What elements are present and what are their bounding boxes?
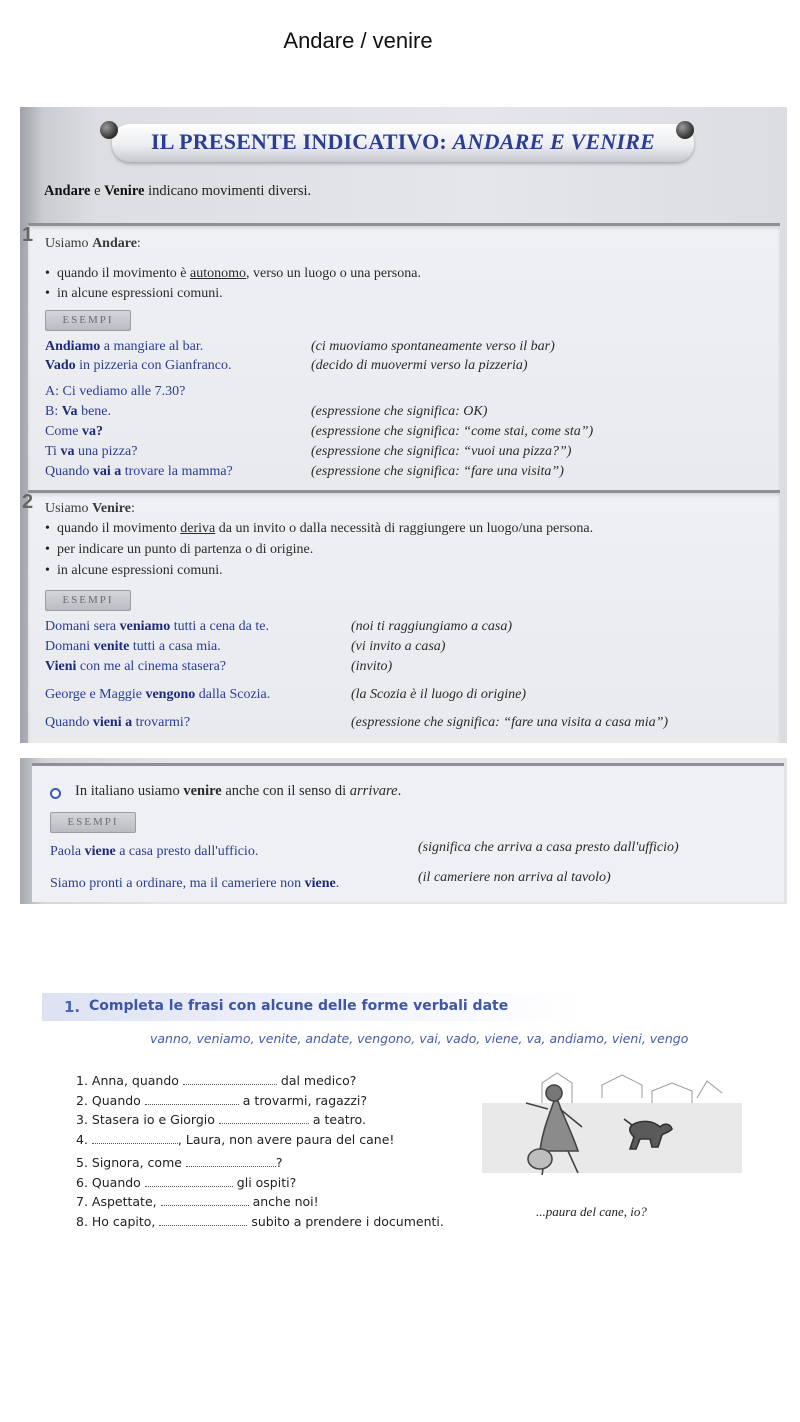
dialogue-verb: Va <box>61 404 78 419</box>
example-line <box>50 876 339 892</box>
item-text: 2. Quando <box>76 1093 145 1108</box>
page-title: Andare / venire <box>283 28 433 53</box>
item-text: a teatro. <box>308 1112 366 1127</box>
example-verb: veniamo <box>119 619 171 634</box>
bullet-text: in alcune espressioni comuni. <box>57 286 223 301</box>
section-heading <box>45 501 135 517</box>
exercise-item <box>76 1132 394 1147</box>
dialogue-line <box>45 444 137 460</box>
bullet-text: , verso un luogo o una persona. <box>245 266 421 281</box>
example-gloss: (invito) <box>351 659 393 674</box>
example-gloss: (ci muoviamo spontaneamente verso il bar) <box>311 339 555 354</box>
exercise <box>42 993 762 1245</box>
exercise-item <box>76 1194 319 1209</box>
item-text: 8. Ho capito, <box>76 1214 160 1229</box>
esempi-label: ESEMPI <box>50 812 136 833</box>
example-verb: venite <box>93 639 130 654</box>
answer-blank[interactable] <box>159 1215 247 1226</box>
item-text: dal medico? <box>276 1073 357 1088</box>
bullet-item <box>45 542 313 558</box>
dialogue-line <box>45 404 111 420</box>
bullet-icon: • <box>45 266 50 281</box>
example-text: a mangiare al bar. <box>100 339 204 354</box>
grammar-title <box>112 129 694 155</box>
heading-text: Usiamo <box>45 501 93 516</box>
bullet-item <box>45 521 593 537</box>
item-text: a trovarmi, ragazzi? <box>238 1093 368 1108</box>
example-line <box>45 687 270 703</box>
example-text: dalla Scozia. <box>195 687 271 702</box>
dialogue-line <box>45 424 103 440</box>
bullet-icon: • <box>45 542 50 557</box>
item-text: ? <box>275 1155 283 1170</box>
exercise-item <box>76 1112 366 1127</box>
bullet-icon: • <box>45 563 50 578</box>
bullet-item <box>45 266 421 282</box>
dialogue-text: B: <box>45 404 62 419</box>
heading-verb: Venire <box>92 501 131 516</box>
dialogue-text: Ti <box>45 444 61 459</box>
dialogue-text: A: Ci vediamo alle 7.30? <box>45 384 186 399</box>
example-line <box>45 619 269 635</box>
item-text: , Laura, non avere paura del cane! <box>177 1132 395 1147</box>
exercise-item <box>76 1175 296 1190</box>
dialogue-verb: va <box>60 444 75 459</box>
bullet-text: quando il movimento <box>57 521 181 536</box>
dialogue-verb: va? <box>81 424 103 439</box>
section-number: 2 <box>22 491 34 513</box>
item-text: 1. Anna, quando <box>76 1073 183 1088</box>
heading-colon: : <box>130 501 135 516</box>
item-text: 4. <box>76 1132 92 1147</box>
exercise-item <box>76 1093 367 1108</box>
section-number: 1 <box>22 224 34 246</box>
item-text: 5. Signora, come <box>76 1155 186 1170</box>
example-text: George e Maggie <box>45 687 146 702</box>
intro-venire: Venire <box>104 183 145 199</box>
intro-text-part: indicano movimenti diversi. <box>144 183 312 199</box>
answer-blank[interactable] <box>92 1133 178 1144</box>
heading-verb: Andare <box>92 236 137 251</box>
illustration-caption: ...paura del cane, io? <box>536 1204 647 1219</box>
example-gloss: (espressione che significa: “come stai, come sta”) <box>311 424 594 439</box>
example-text: Siamo pronti a ordinare, ma il cameriere non <box>50 876 305 891</box>
dialogue-text: una pizza? <box>74 444 138 459</box>
rule-text: anche con il senso di <box>221 783 350 799</box>
heading-text: Usiamo <box>45 236 93 251</box>
answer-blank[interactable] <box>145 1176 233 1187</box>
dialogue-line <box>45 384 185 400</box>
item-text: anche noi! <box>248 1194 319 1209</box>
bullet-text: per indicare un punto di partenza o di origine. <box>57 542 314 557</box>
dialogue-text: trovare la mamma? <box>121 464 233 479</box>
intro-text <box>44 183 311 200</box>
dialogue-verb: vai a <box>92 464 122 479</box>
bullet-text: quando il movimento è <box>57 266 190 281</box>
example-text: Domani <box>45 639 94 654</box>
section-andare <box>22 223 780 494</box>
esempi-label: ESEMPI <box>45 590 131 611</box>
example-text: trovarmi? <box>132 715 191 730</box>
example-text: tutti a casa mia. <box>129 639 221 654</box>
example-gloss: (vi invito a casa) <box>351 639 446 654</box>
example-gloss: (espressione che significa: “fare una visita”) <box>311 464 564 479</box>
arrive-card <box>20 758 787 904</box>
item-text: subito a prendere i documenti. <box>247 1214 444 1229</box>
answer-blank[interactable] <box>219 1113 309 1124</box>
example-text: con me al cinema stasera? <box>76 659 227 674</box>
answer-blank[interactable] <box>186 1156 276 1167</box>
example-gloss: (il cameriere non arriva al tavolo) <box>418 870 611 885</box>
example-line <box>50 844 258 860</box>
item-text: 6. Quando <box>76 1175 145 1190</box>
example-line <box>45 339 203 355</box>
example-text: in pizzeria con Gianfranco. <box>75 358 232 373</box>
dialogue-text: Come <box>45 424 82 439</box>
example-gloss: (significa che arriva a casa presto dall'ufficio) <box>418 840 679 855</box>
exercise-item <box>76 1073 356 1088</box>
intro-text-part: e <box>90 183 105 199</box>
bullet-text: da un invito o dalla necessità di raggiungere un luogo/una persona. <box>215 521 594 536</box>
example-verb: Vado <box>45 358 76 373</box>
example-text: Domani sera <box>45 619 120 634</box>
example-verb: viene <box>84 844 116 859</box>
arrive-panel <box>32 763 784 902</box>
exercise-title: Completa le frasi con alcune delle forme verbali date <box>89 998 509 1014</box>
item-text: gli ospiti? <box>232 1175 297 1190</box>
bullet-item <box>45 563 223 579</box>
exercise-number: 1. <box>64 998 81 1016</box>
example-verb: Vieni <box>45 659 77 674</box>
example-gloss: (espressione che significa: “vuoi una pizza?”) <box>311 444 572 459</box>
item-text: 3. Stasera io e Giorgio <box>76 1112 219 1127</box>
bullet-circle-icon <box>50 788 61 799</box>
example-text: Paola <box>50 844 85 859</box>
woman-and-dog-illustration <box>482 1063 742 1193</box>
example-text: a casa presto dall'ufficio. <box>115 844 259 859</box>
example-gloss: (espressione che significa: OK) <box>311 404 488 419</box>
section-heading <box>45 236 141 252</box>
exercise-item <box>76 1214 444 1229</box>
dialogue-line <box>45 464 233 480</box>
example-text: . <box>335 876 340 891</box>
example-verb: vengono <box>145 687 196 702</box>
grammar-card <box>20 107 787 743</box>
dialogue-text: bene. <box>77 404 111 419</box>
example-gloss: (decido di muovermi verso la pizzeria) <box>311 358 528 373</box>
esempi-label: ESEMPI <box>45 310 131 331</box>
example-text: Quando <box>45 715 93 730</box>
example-gloss: (noi ti raggiungiamo a casa) <box>351 619 512 634</box>
bullet-underlined: deriva <box>180 521 216 536</box>
heading-colon: : <box>136 236 141 251</box>
answer-blank[interactable] <box>183 1074 277 1085</box>
example-gloss: (espressione che significa: “fare una visita a casa mia”) <box>351 715 669 730</box>
rule-italic: arrivare <box>349 783 398 799</box>
answer-blank[interactable] <box>161 1195 249 1206</box>
example-line <box>45 639 221 655</box>
grammar-title-italic: ANDARE E VENIRE <box>452 129 655 154</box>
grammar-title-prefix: IL PRESENTE INDICATIVO: <box>151 129 453 154</box>
rule-verb: venire <box>183 783 222 799</box>
example-gloss: (la Scozia è il luogo di origine) <box>351 687 526 702</box>
item-text: 7. Aspettate, <box>76 1194 161 1209</box>
example-verb: viene <box>304 876 336 891</box>
rule-text: In italiano usiamo <box>75 783 184 799</box>
bullet-text: in alcune espressioni comuni. <box>57 563 223 578</box>
bullet-icon: • <box>45 521 50 536</box>
arrive-rule <box>75 783 401 800</box>
example-line <box>45 715 190 731</box>
bullet-icon: • <box>45 286 50 301</box>
bullet-item <box>45 286 223 302</box>
rule-period: . <box>397 783 402 799</box>
example-line <box>45 358 232 374</box>
example-line <box>45 659 226 675</box>
exercise-item <box>76 1155 283 1170</box>
example-verb: Andiamo <box>45 339 101 354</box>
intro-andare: Andare <box>44 183 91 199</box>
example-text: tutti a cena da te. <box>170 619 269 634</box>
example-verb: vieni a <box>92 715 133 730</box>
answer-blank[interactable] <box>145 1094 239 1105</box>
section-venire <box>22 490 780 743</box>
bullet-underlined: autonomo <box>189 266 246 281</box>
word-bank: vanno, veniamo, venite, andate, vengono, vai, vado, viene, va, andiamo, vieni, vengo <box>150 1031 689 1046</box>
dialogue-text: Quando <box>45 464 93 479</box>
